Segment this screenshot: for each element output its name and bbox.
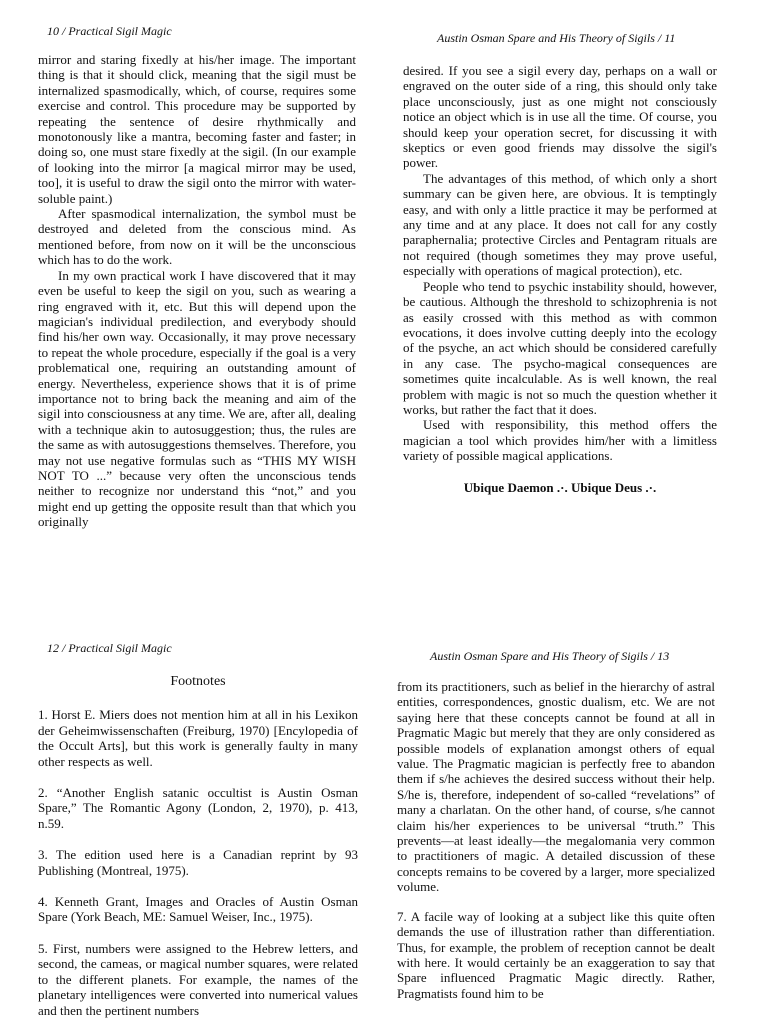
footnote: 7. A facile way of looking at a subject like this quite often demands the use of illustration rather than differentiation. Thus, for example, the problem of reception cannot be dealt with here. It would certainly be an exaggeration to say that Spare influenced Pragmatic Magic directly. Rather, Pragmatists found him to be xyxy=(397,908,715,1001)
paragraph: mirror and staring fixedly at his/her image. The important thing is that it should click, meaning that the sigil must be internalized spasmodically, which, of course, requires some exercise and control. This procedure may be supported by repeating the sentence of desire rhythmically and monotonously like a mantra, becoming faster and faster; in doing so, one must stare fixedly at the sigil. (In our example of looking into the mirror [a magical mirror may be used, too], it is useful to draw the sigil onto the mirror with water-soluble paint.) xyxy=(38,52,356,206)
page-10-body xyxy=(38,52,356,530)
page-11-header: Austin Osman Spare and His Theory of Sigils / 11 xyxy=(437,31,676,45)
paragraph: After spasmodical internalization, the symbol must be destroyed and deleted from the conscious mind. As mentioned before, from now on it will be the unconscious which has to do the work. xyxy=(38,206,356,268)
footnotes-title: Footnotes xyxy=(170,674,226,689)
footnote: 5. First, numbers were assigned to the Hebrew letters, and second, the cameas, or magical number squares, were related to the different planets. For example, the names of the planetary intelligences were converted into numerical values and then the pertinent numbers xyxy=(38,940,358,1018)
page-13-header: Austin Osman Spare and His Theory of Sigils / 13 xyxy=(430,649,670,663)
page-11-body xyxy=(403,63,717,495)
closing-motto: Ubique Daemon .·. Ubique Deus .·. xyxy=(463,479,657,495)
paragraph: People who tend to psychic instability should, however, be cautious. Although the threshold to schizophrenia is not as easily crossed with this method as with common evocations, it does involve cutting deeply into the ecology of the psyche, an act which should be considered carefully in any case. The psycho-magical consequences are sometimes quite incalculable. As is well known, the real problem with magic is not so much the question whether it works, but rather the fact that it does. xyxy=(403,278,717,417)
paragraph: The advantages of this method, of which only a short summary can be given here, are obvious. It is temptingly easy, and with only a little practice it may be performed at any time and at any place. It does not call for any costly paraphernalia; protective Circles and Pentagram rituals are not required (though sometimes they may prove useful, especially with operations of magical protection), etc. xyxy=(403,170,717,279)
page-13-body xyxy=(397,679,715,1024)
footnote: 1. Horst E. Miers does not mention him at all in his Lexikon der Geheimwissenschaften (Freiburg, 1970) [Encylopedia of the Occult Arts], but this work is generally faulty in many other respects as well. xyxy=(38,707,358,769)
page-12-footnotes xyxy=(38,674,358,1024)
paragraph: desired. If you see a sigil every day, perhaps on a wall or engraved on the outer side of a ring, this should only take place unconsciously, just as one might not consciously notice an object which is in use all the time. Of course, you should keep your operation secret, for discussing it with skeptics or even good friends may dissolve the sigil's power. xyxy=(403,63,717,171)
page-12-header: 12 / Practical Sigil Magic xyxy=(47,641,172,655)
footnote: 2. “Another English satanic occultist is Austin Osman Spare,” The Romantic Agony (London, 2, 1970), p. 413, n.59. xyxy=(38,785,358,831)
page-10-header: 10 / Practical Sigil Magic xyxy=(47,24,172,38)
footnote: 3. The edition used here is a Canadian reprint by 93 Publishing (Montreal, 1975). xyxy=(38,847,358,878)
paragraph: from its practitioners, such as belief in the hierarchy of astral entities, correspondences, gnostic dualism, etc. We are not saying here that these concepts cannot be found at all in Pragmatic Magic but merely that they are only considered as possible models of explanation amongst others of equal value. The Pragmatic magician is perfectly free to abandon them if s/he achieves the desired success without their help. S/he is, therefore, independent of so-called “revelations” of many a charlatan. On the other hand, of course, s/he cannot claim his/her experiences to be universal “truth.” This prevents—at least ideally—the megalomania very common to practitioners of magic. A detailed discussion of these concepts remains to be covered by a larger, more specialized volume. xyxy=(397,679,715,895)
footnote: 4. Kenneth Grant, Images and Oracles of Austin Osman Spare (York Beach, ME: Samuel Weiser, Inc., 1975). xyxy=(38,894,358,925)
paragraph: Used with responsibility, this method offers the magician a tool which provides him/her with a limitless variety of possible magical applications. xyxy=(403,417,717,464)
paragraph: In my own practical work I have discovered that it may even be useful to keep the sigil on you, such as wearing a ring engraved with it, etc. But this will depend upon the magician's individual predilection, and everybody should find his/her own way. Occasionally, it may prove necessary to repeat the whole procedure, especially if the goal is a very problematical one, requiring an outstanding amount of energy. Nevertheless, experience shows that it is of prime importance not to bring back the meaning and aim of the sigil into consciousness at any time. We are, after all, dealing with a technique akin to autosuggestion; thus, the rules are the same as with autosuggestions themselves. Therefore, you may not use negative formulas such as “THIS MY WISH NOT TO ...” because very often the unconscious tends neither to recognize nor understand this “not,” and you might end up getting the opposite result than that which you originally xyxy=(38,267,356,530)
